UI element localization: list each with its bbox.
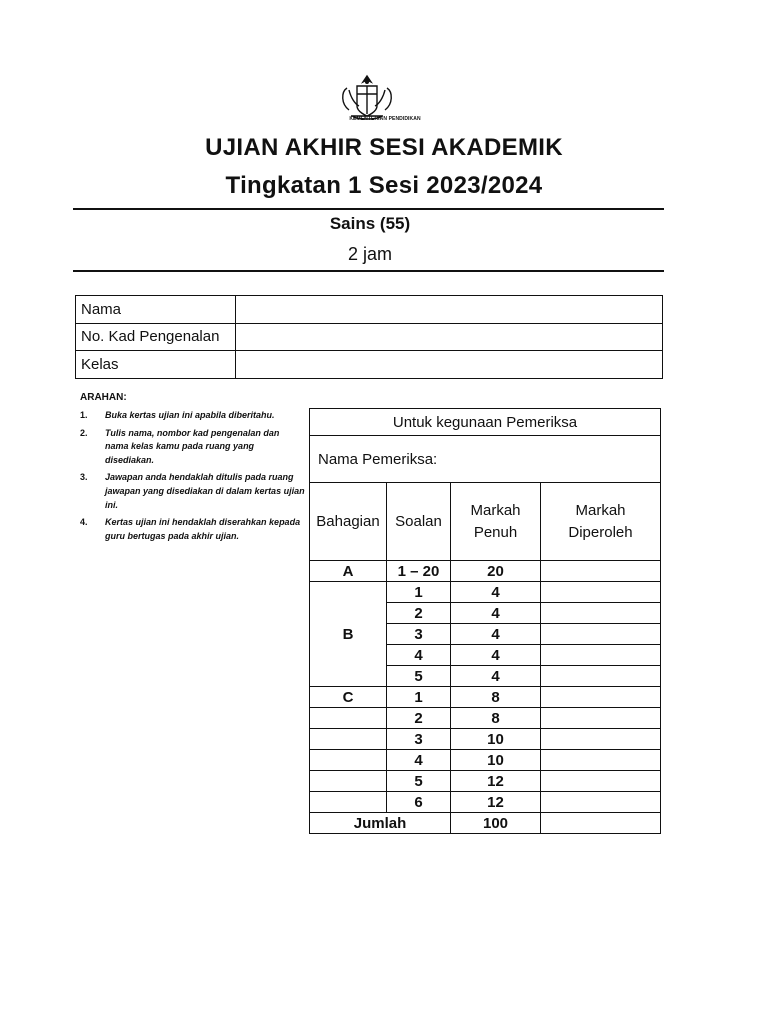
row-markah-diperoleh[interactable] — [541, 666, 661, 687]
row-soalan: 2 — [387, 603, 451, 624]
instruction-text: Tulis nama, nombor kad pengenalan dan nama kelas kamu pada ruang yang disediakan. — [105, 427, 280, 465]
examiner-marks-table — [309, 408, 661, 834]
row-bahagian: C — [310, 687, 387, 708]
row-soalan: 1 — [387, 687, 451, 708]
student-name-field[interactable] — [236, 296, 663, 324]
student-ic-row — [76, 323, 663, 351]
row-markah-penuh: 8 — [451, 708, 541, 729]
instructions-heading: ARAHAN: — [80, 392, 127, 403]
row-markah-penuh: 4 — [451, 645, 541, 666]
row-bahagian — [310, 750, 387, 771]
examiner-name-row — [310, 436, 661, 483]
row-markah-diperoleh[interactable] — [541, 687, 661, 708]
marks-total-row — [310, 813, 661, 834]
row-markah-penuh: 20 — [451, 561, 541, 582]
row-markah-diperoleh[interactable] — [541, 792, 661, 813]
header-soalan: Soalan — [387, 483, 451, 561]
instruction-text: Kertas ujian ini hendaklah diserahkan kepada guru bertugas pada akhir ujian. — [105, 517, 301, 541]
instruction-number: 2. — [80, 427, 88, 438]
marks-row — [310, 729, 661, 750]
header-markah-penuh — [451, 483, 541, 561]
exam-duration: 2 jam — [347, 244, 392, 264]
row-bahagian — [310, 729, 387, 750]
marks-row — [310, 792, 661, 813]
student-ic-field[interactable] — [236, 323, 663, 351]
row-soalan: 3 — [387, 624, 451, 645]
row-soalan: 2 — [387, 708, 451, 729]
instructions — [80, 392, 305, 547]
instructions-list — [80, 409, 305, 543]
row-markah-penuh: 4 — [451, 603, 541, 624]
header-divider-top — [73, 208, 664, 210]
row-markah-penuh: 8 — [451, 687, 541, 708]
row-markah-penuh: 4 — [451, 666, 541, 687]
row-markah-diperoleh[interactable] — [541, 624, 661, 645]
row-markah-diperoleh[interactable] — [541, 582, 661, 603]
row-soalan: 5 — [387, 666, 451, 687]
instruction-text: Jawapan anda hendaklah ditulis pada ruang jawapan yang disediakan di dalam kertas ujian ini. — [105, 472, 305, 510]
row-markah-penuh: 10 — [451, 729, 541, 750]
row-soalan: 4 — [387, 750, 451, 771]
row-soalan: 1 – 20 — [387, 561, 451, 582]
header-markah-diperoleh-line2: Diperoleh — [568, 523, 633, 541]
exam-title: UJIAN AKHIR SESI AKADEMIK — [205, 134, 563, 161]
row-bahagian — [310, 708, 387, 729]
examiner-name-field[interactable]: Nama Pemeriksa: — [310, 436, 661, 483]
instruction-number: 1. — [80, 410, 88, 420]
row-markah-diperoleh[interactable] — [541, 771, 661, 792]
student-name-label: Nama — [76, 296, 236, 324]
student-info-table — [75, 295, 663, 379]
exam-session: Tingkatan 1 Sesi 2023/2024 — [225, 172, 543, 199]
row-markah-penuh: 10 — [451, 750, 541, 771]
row-markah-diperoleh[interactable] — [541, 645, 661, 666]
row-markah-penuh: 4 — [451, 582, 541, 603]
student-class-row — [76, 351, 663, 379]
student-class-field[interactable] — [236, 351, 663, 379]
header-bahagian: Bahagian — [310, 483, 387, 561]
total-markah-diperoleh[interactable] — [541, 813, 661, 834]
row-markah-penuh: 12 — [451, 792, 541, 813]
total-markah-penuh: 100 — [451, 813, 541, 834]
marks-row — [310, 561, 661, 582]
marks-row — [310, 582, 661, 603]
total-label: Jumlah — [310, 813, 451, 834]
marks-table-title: Untuk kegunaan Pemeriksa — [310, 409, 661, 436]
subject-title: Sains (55) — [329, 214, 411, 233]
header-markah-penuh-line1: Markah — [470, 501, 521, 519]
row-soalan: 4 — [387, 645, 451, 666]
row-markah-penuh: 12 — [451, 771, 541, 792]
marks-row — [310, 771, 661, 792]
row-bahagian: B — [310, 582, 387, 687]
row-soalan: 3 — [387, 729, 451, 750]
row-markah-penuh: 4 — [451, 624, 541, 645]
row-markah-diperoleh[interactable] — [541, 729, 661, 750]
instruction-item — [80, 427, 305, 468]
row-markah-diperoleh[interactable] — [541, 708, 661, 729]
row-soalan: 6 — [387, 792, 451, 813]
row-bahagian — [310, 771, 387, 792]
header-markah-penuh-line2: Penuh — [473, 523, 518, 541]
marks-row — [310, 687, 661, 708]
instruction-item — [80, 409, 305, 423]
student-name-row — [76, 296, 663, 324]
instruction-item — [80, 516, 305, 543]
row-bahagian: A — [310, 561, 387, 582]
marks-row — [310, 708, 661, 729]
marks-table-title-row — [310, 409, 661, 436]
marks-row — [310, 750, 661, 771]
row-markah-diperoleh[interactable] — [541, 750, 661, 771]
row-markah-diperoleh[interactable] — [541, 561, 661, 582]
row-bahagian — [310, 792, 387, 813]
instruction-text: Buka kertas ujian ini apabila diberitahu. — [105, 410, 275, 420]
header-divider-bottom — [73, 270, 664, 272]
crest-caption: KEMENTERIAN PENDIDIKAN — [349, 116, 421, 122]
instruction-number: 4. — [80, 517, 88, 528]
student-class-label: Kelas — [76, 351, 236, 379]
student-ic-label: No. Kad Pengenalan — [76, 323, 236, 351]
row-markah-diperoleh[interactable] — [541, 603, 661, 624]
header-markah-diperoleh-line1: Markah — [575, 501, 626, 519]
instruction-item — [80, 471, 305, 512]
row-soalan: 5 — [387, 771, 451, 792]
instruction-number: 3. — [80, 472, 88, 483]
marks-column-headers — [310, 483, 661, 561]
header-markah-diperoleh — [541, 483, 661, 561]
row-soalan: 1 — [387, 582, 451, 603]
